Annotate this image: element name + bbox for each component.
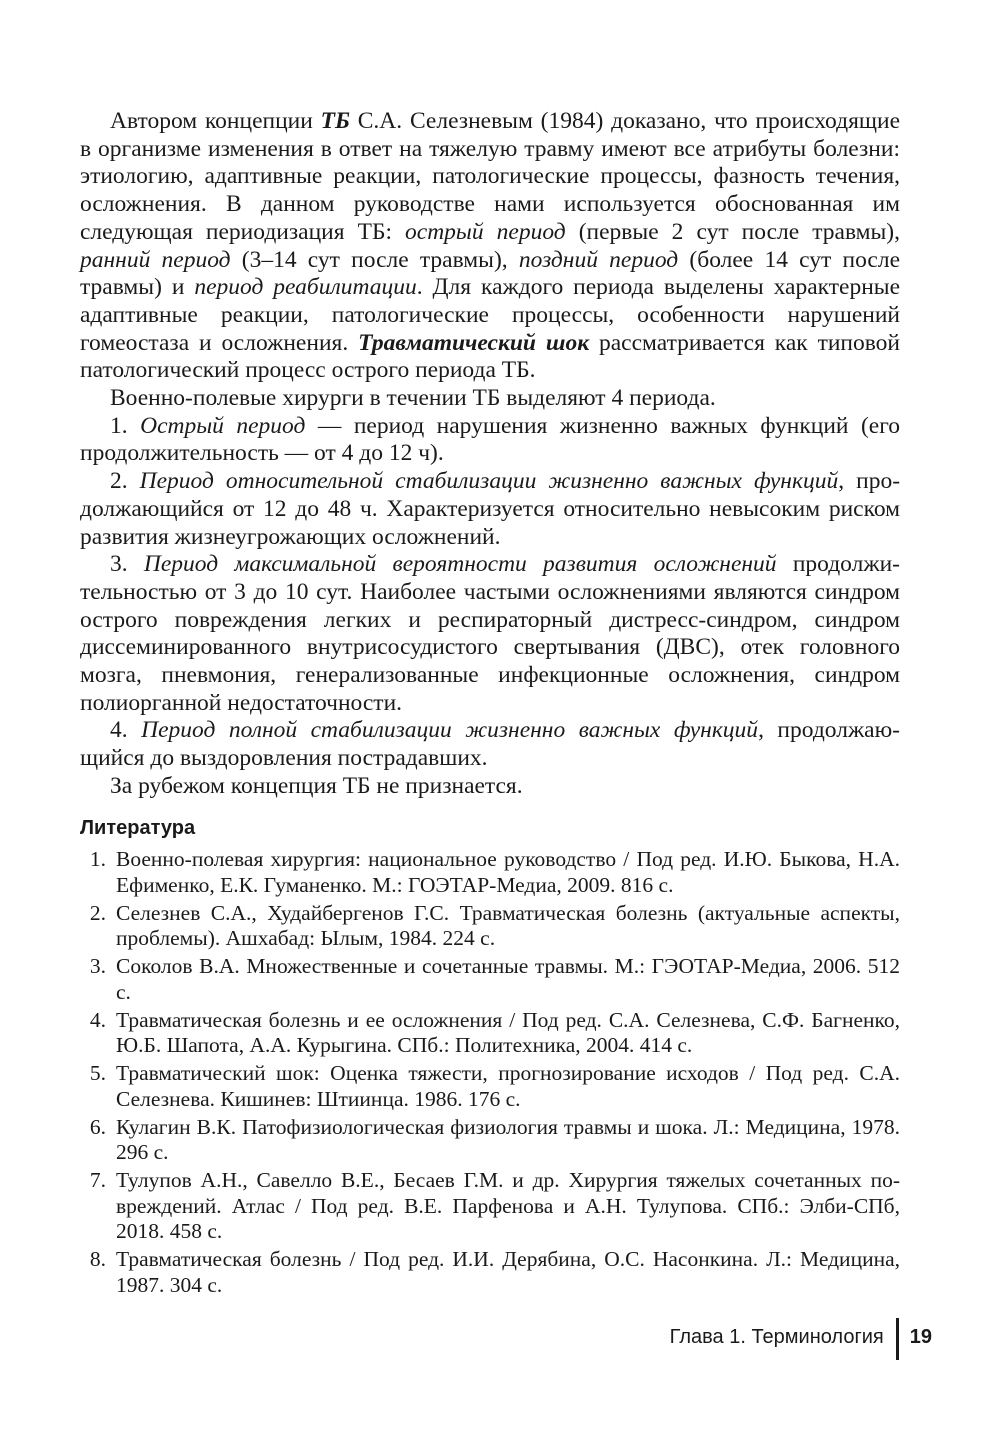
period-description: , продолжающийся до выздоровления пострадавших. [80,717,900,772]
paragraph-concept [80,108,900,385]
reference-item [80,1168,900,1245]
period-number: 1. [110,412,141,439]
period-title: Период полной стабилизации жизненно важных функций [141,717,759,744]
reference-number: 1. [89,847,106,871]
reference-text: Военно-полевая хирургия: национальное руководство / Под ред. И.Ю. Быкова, Н.А. Ефименко, Е.К. Гуманенко. М.: ГОЭТАР-Медиа, 2009. 816 с. [116,847,900,897]
reference-list [80,847,900,1301]
literature-heading: Литература [80,817,196,839]
reference-number: 6. [89,1114,106,1139]
reference-text: Селезнев С.А., Худайбергенов Г.С. Травматическая болезнь (актуальные аспекты, проблемы). Ашхабад: Ылым, 1984. 224 с. [116,900,900,950]
text-run: рассматривается как типовой патологический процесс острого периода ТБ. [80,329,901,384]
period-title: Острый период [140,412,306,439]
reference-number: 3. [89,954,106,978]
text-run: С.А. Селезневым (1984) доказано, что происходящие в организме изменения в ответ на тяжелую травму имеют все атрибуты болезни: этиологию, адаптивные реакции, патологические процессы, фазность течения, осложнения. В данном руководстве нами используется обоснованная им следующая периодизация ТБ: [80,108,900,245]
period-description: , продолжающийся от 12 до 48 ч. Характеризуется относительно невысоким риском развития жизнеугрожающих осложнений. [80,468,901,550]
period-number: 4. [110,717,142,744]
reference-number: 4. [89,1007,106,1032]
period-number: 2. [110,468,140,495]
page-footer [670,1318,932,1360]
reference-item [80,901,900,952]
period-title: Период относительной стабилизации жизненно важных функций [139,468,839,495]
term-tb: ТБ [320,108,350,134]
text-run: (первые 2 сут после травмы), [565,218,901,245]
reference-item [80,1008,900,1059]
text-run: Автором концепции [110,108,321,134]
text-run: (3–14 сут после травмы), [230,246,519,273]
reference-text: Травматическая болезнь / Под ред. И.И. Дерябина, О.С. Насонкина. Л.: Медицина, 1987. 304 с. [116,1247,900,1297]
reference-number: 2. [89,900,106,925]
reference-text: Кулагин В.К. Патофизиологическая физиология травмы и шока. Л.: Медицина, 1978. 296 с. [116,1114,900,1164]
body-text [80,108,900,801]
term-early-period: ранний период [80,246,231,273]
text-run: (более 14 сут после травмы) и [80,246,901,301]
text-run: . Для каждого периода выделены характерные адаптивные реакции, патологические процессы, особенности нарушений гомеостаза и осложнения. [80,274,900,356]
paragraph-period-3 [80,551,900,717]
paragraph-abroad: За рубежом концепция ТБ не признается. [110,772,523,799]
period-description: — период нарушения жизненно важных функций (его продолжительность — от 4 до 12 ч). [80,412,901,467]
paragraph-period-2 [80,468,900,551]
reference-item [80,954,900,1005]
reference-item [80,847,900,898]
reference-text: Соколов В.А. Множественные и сочетанные травмы. М.: ГЭОТАР-Медиа, 2006. 512 с. [116,954,900,1004]
reference-number: 7. [89,1168,106,1192]
reference-item [80,1115,900,1166]
reference-text: Тулупов А.Н., Савелло В.Е., Бесаев Г.М. и др. Хирургия тяжелых сочетанных повреждений. Атлас / Под ред. В.Е. Парфенова и А.Н. Тулупова. СПб.: Элби-СПб, 2018. 458 с. [116,1168,900,1243]
reference-number: 5. [89,1061,106,1085]
period-number: 3. [110,551,144,578]
paragraph-periods-intro: Военно-полевые хирурги в течении ТБ выделяют 4 периода. [110,385,716,412]
reference-item [80,1247,900,1298]
reference-item [80,1061,900,1112]
period-description: продолжительностью от 3 до 10 сут. Наиболее частыми осложнениями являются синдром острого повреждения легких и респираторный дистресс-синдром, синдром диссеминированного внутрисосудистого свертывания (ДВС), отек головного мозга, пневмония, генерализованные инфекционные осложнения, синдром полиорганной недостаточности. [80,551,900,716]
reference-text: Травматическая болезнь и ее осложнения / Под ред. С.А. Селезнева, С.Ф. Багненко, Ю.Б. Шапота, А.А. Курыгина. СПб.: Политехника, 2004. 414 с. [116,1007,900,1057]
term-traumatic-shock: Травматический шок [358,329,590,356]
term-rehab-period: период реабилитации [194,274,417,301]
term-late-period: поздний период [518,246,679,273]
period-title: Период максимальной вероятности развития осложнений [143,551,777,578]
term-acute-period: острый период [405,218,566,245]
page-number: 19 [909,1326,932,1348]
running-footer-chapter: Глава 1. Терминология [669,1326,884,1348]
paragraph-period-4 [80,717,900,772]
reference-text: Травматический шок: Оценка тяжести, прогнозирование исходов / Под ред. С.А. Селезнева. Кишинев: Штиинца. 1986. 176 с. [116,1061,900,1111]
reference-number: 8. [89,1247,106,1271]
paragraph-period-1 [80,413,900,468]
